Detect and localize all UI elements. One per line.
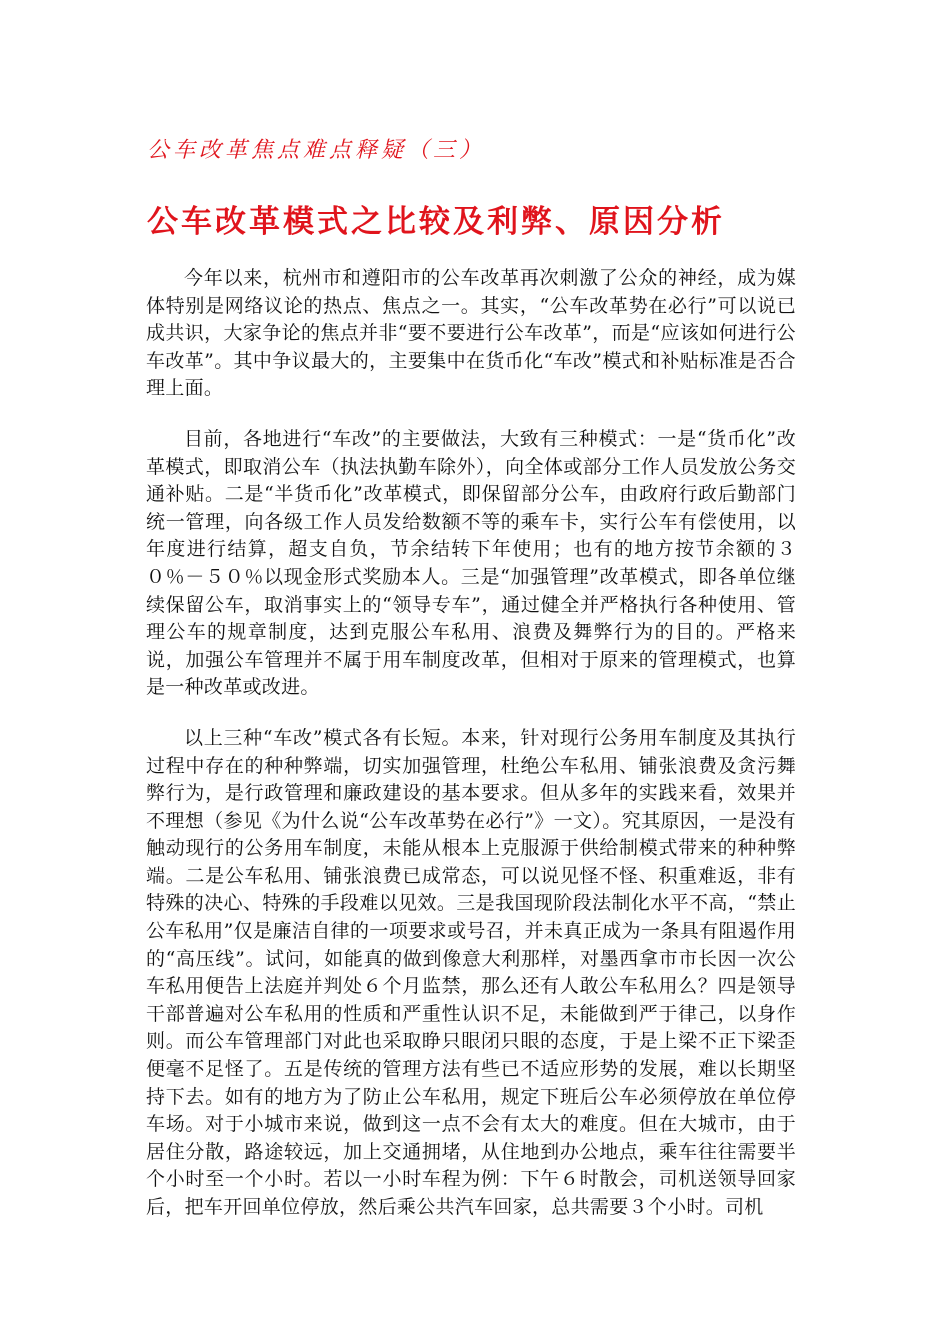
paragraph-3: 以上三种“车改”模式各有长短。本来，针对现行公务用车制度及其执行过程中存在的种种弊端，切实加强管理，杜绝公车私用、铺张浪费及贪污舞弊行为，是行政管理和廉政建设的基本要求。但从多年的实践来看，效果并不理想（参见《为什么说“公车改革势在必行”》一文）。究其原因，一是没有触动现行的公务用车制度，未能从根本上克服源于供给制模式带来的种种弊端。二是公车私用、铺张浪费已成常态，可以说见怪不怪、积重难返，非有特殊的决心、特殊的手段难以见效。三是我国现阶段法制化水平不高，“禁止公车私用”仅是廉洁自律的一项要求或号召，并未真正成为一条具有阻遏作用的“高压线”。试问，如能真的做到像意大利那样，对墨西拿市市长因一次公车私用便告上法庭并判处６个月监禁，那么还有人敢公车私用么？四是领导干部普遍对公车私用的性质和严重性认识不足，未能做到严于律己，以身作则。而公车管理部门对此也采取睁只眼闭只眼的态度，于是上梁不正下梁歪便毫不足怪了。五是传统的管理方法有些已不适应形势的发展，难以长期坚持下去。如有的地方为了防止公车私用，规定下班后公车必须停放在单位停车场。对于小城市来说，做到这一点不会有太大的难度。但在大城市，由于居住分散，路途较远，加上交通拥堵，从住地到办公地点，乘车往往需要半个小时至一个小时。若以一小时车程为例：下午６时散会，司机送领导回家后，把车开回单位停放，然后乘公共汽车回家，总共需要３个小时。司机 bbox=[146, 726, 796, 1218]
paragraph-2: 目前，各地进行“车改”的主要做法，大致有三种模式：一是“货币化”改革模式，即取消公车（执法执勤车除外），向全体或部分工作人员发放公务交通补贴。二是“半货币化”改革模式，即保留部分公车，由政府行政后勤部门统一管理，向各级工作人员发给数额不等的乘车卡，实行公车有偿使用，以年度进行结算，超支自负，节余结转下年使用；也有的地方按节余额的３０％－５０％以现金形式奖励本人。三是“加强管理”改革模式，即各单位继续保留公车，取消事实上的“领导专车”，通过健全并严格执行各种使用、管理公车的规章制度，达到克服公车私用、浪费及舞弊行为的目的。严格来说，加强公车管理并不属于用车制度改革，但相对于原来的管理模式，也算是一种改革或改进。 bbox=[146, 427, 796, 699]
paragraph-1: 今年以来，杭州市和遵阳市的公车改革再次刺激了公众的神经，成为媒体特别是网络议论的热点、焦点之一。其实，“公车改革势在必行”可以说已成共识，大家争论的焦点并非“要不要进行公车改革”，而是“应该如何进行公车改革”。其中争议最大的，主要集中在货币化“车改”模式和补贴标准是否合理上面。 bbox=[146, 267, 796, 400]
series-title: 公车改革焦点难点释疑（三） bbox=[147, 138, 486, 163]
article-body bbox=[146, 265, 796, 1245]
page-title: 公车改革模式之比较及利弊、原因分析 bbox=[147, 204, 725, 240]
